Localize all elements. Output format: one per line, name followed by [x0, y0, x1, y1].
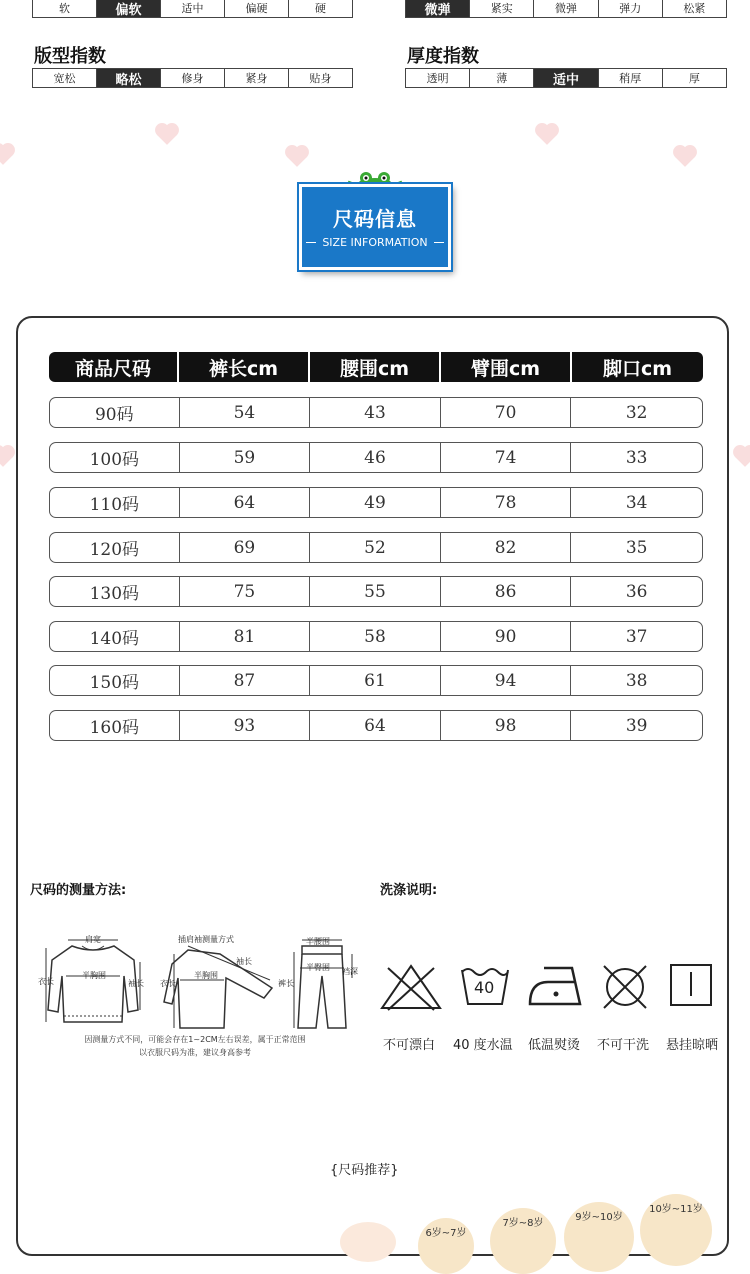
wash-temperature: 40: [474, 978, 495, 997]
fit-scale: [32, 68, 353, 88]
table-row: [49, 576, 703, 607]
table-cell: 35: [625, 537, 648, 558]
table-cell: 33: [625, 447, 648, 468]
fit-option: 宽松: [33, 69, 97, 87]
header-length: 裤长cm: [179, 352, 310, 382]
label-hip: 半臀围: [306, 963, 330, 972]
divider: [306, 242, 316, 243]
softness-scale: [32, 0, 353, 18]
elasticity-option: 松紧: [683, 2, 706, 15]
label-length: 衣长: [38, 977, 54, 986]
table-row: [49, 397, 703, 428]
heart-decoration-icon: [0, 145, 13, 165]
table-cell: 38: [625, 670, 648, 691]
label-rise: 裆深: [342, 967, 358, 976]
table-cell: 54: [180, 398, 311, 427]
table-cell: 78: [441, 488, 572, 517]
raglan-title: 插肩袖测量方式: [178, 935, 234, 944]
table-cell: 82: [441, 533, 572, 562]
table-cell: 61: [310, 666, 441, 695]
softness-option: 软: [33, 0, 97, 17]
hang-dry-icon: [668, 962, 714, 1008]
thickness-option: 透明: [406, 69, 470, 87]
heart-decoration-icon: [157, 125, 177, 145]
age-bubble: [418, 1218, 474, 1274]
table-row: [49, 665, 703, 696]
label-raglan-bust: 半胸围: [194, 971, 218, 980]
table-cell: 150码: [50, 666, 180, 695]
heart-decoration-icon: [537, 125, 557, 145]
table-cell: 52: [310, 533, 441, 562]
table-cell: 110码: [50, 488, 180, 517]
table-cell: 90码: [50, 398, 180, 427]
table-cell: 70: [441, 398, 572, 427]
table-cell: 32: [625, 402, 648, 423]
care-label-hang-dry: 悬挂晾晒: [666, 1038, 719, 1053]
thickness-option: 适中: [534, 69, 598, 87]
softness-option: 适中: [161, 0, 225, 17]
label-shoulder: 肩宽: [85, 935, 101, 944]
header-waist: 腰围cm: [310, 352, 441, 382]
fit-option: 紧身: [225, 69, 289, 87]
header-arm: 臂围cm: [441, 352, 572, 382]
divider: [434, 242, 444, 243]
table-cell: 86: [441, 577, 572, 606]
table-cell: 81: [180, 622, 311, 651]
table-cell: 120码: [50, 533, 180, 562]
label-raglan-length: 衣长: [160, 979, 176, 988]
care-label-no-bleach: 不可漂白: [383, 1038, 436, 1053]
softness-option: 偏软: [97, 0, 161, 17]
raglan-diagram-icon: [160, 944, 280, 1034]
fit-index-title: 版型指数: [34, 46, 106, 67]
softness-option: 偏硬: [225, 0, 289, 17]
header-size: 商品尺码: [49, 352, 179, 382]
care-label-dry-clean: 不可干洗: [597, 1038, 650, 1053]
table-cell: 93: [180, 711, 311, 740]
table-cell: 90: [441, 622, 572, 651]
elasticity-scale: [405, 0, 727, 18]
table-cell: 43: [310, 398, 441, 427]
table-cell: 37: [625, 626, 648, 647]
elasticity-option: 紧实: [470, 0, 534, 17]
elasticity-option: 微弹: [406, 0, 470, 17]
decor-circle: [340, 1222, 396, 1262]
age-bubble: [490, 1208, 556, 1274]
age-label: 10岁~11岁: [649, 1204, 703, 1215]
table-row: [49, 621, 703, 652]
pants-diagram-icon: [290, 938, 360, 1036]
age-bubble: [564, 1202, 634, 1272]
table-cell: 98: [441, 711, 572, 740]
label-sleeve: 袖长: [128, 979, 144, 988]
thickness-option: 薄: [470, 69, 534, 87]
thickness-scale: [405, 68, 727, 88]
table-cell: 34: [625, 492, 648, 513]
table-row: [49, 710, 703, 741]
table-cell: 49: [310, 488, 441, 517]
age-label: 6岁~7岁: [425, 1228, 467, 1239]
table-cell: 160码: [50, 711, 180, 740]
fit-option: 贴身: [309, 72, 332, 85]
thickness-option: 厚: [688, 72, 700, 85]
table-cell: 74: [441, 443, 572, 472]
table-cell: 140码: [50, 622, 180, 651]
heart-decoration-icon: [0, 447, 13, 467]
label-waist: 半腰围: [306, 937, 330, 946]
header-cuff: 脚口cm: [602, 357, 673, 380]
heart-decoration-icon: [735, 447, 750, 467]
heart-decoration-icon: [675, 147, 695, 167]
table-cell: 59: [180, 443, 311, 472]
table-cell: 64: [310, 711, 441, 740]
care-label-iron: 低温熨烫: [528, 1038, 581, 1053]
badge-subtitle: SIZE INFORMATION: [322, 236, 428, 249]
thickness-index-title: 厚度指数: [407, 46, 479, 67]
care-label-wash: 40 度水温: [453, 1038, 513, 1053]
table-cell: 39: [625, 715, 648, 736]
no-dry-clean-icon: [600, 962, 650, 1012]
table-cell: 75: [180, 577, 311, 606]
size-info-badge: [299, 184, 451, 270]
measure-title: 尺码的测量方法:: [30, 883, 127, 898]
table-cell: 58: [310, 622, 441, 651]
no-bleach-icon: [378, 962, 444, 1012]
table-cell: 87: [180, 666, 311, 695]
care-title: 洗涤说明:: [380, 883, 438, 898]
measure-note-2: 以衣服尺码为准，建议身高参考: [139, 1048, 251, 1057]
elasticity-option: 微弹: [534, 0, 598, 17]
softness-option: 硬: [315, 2, 326, 15]
label-raglan-sleeve: 袖长: [236, 957, 252, 966]
table-cell: 130码: [50, 577, 180, 606]
heart-decoration-icon: [287, 147, 307, 167]
measure-note-1: 因测量方式不同，可能会存在1~2CM左右误差，属于正常范围: [84, 1035, 306, 1044]
size-table-header: [49, 352, 703, 382]
thickness-option: 稍厚: [599, 69, 663, 87]
age-label: 9岁~10岁: [575, 1212, 623, 1223]
elasticity-option: 弹力: [599, 0, 663, 17]
age-label: 7岁~8岁: [502, 1218, 544, 1229]
badge-subtitle-row: [302, 236, 448, 249]
table-row: [49, 532, 703, 563]
table-cell: 46: [310, 443, 441, 472]
table-row: [49, 442, 703, 473]
badge-title: 尺码信息: [333, 207, 417, 231]
fit-option: 略松: [97, 69, 161, 87]
size-recommend-title: {尺码推荐}: [330, 1163, 399, 1178]
low-iron-icon: [526, 962, 586, 1008]
table-cell: 94: [441, 666, 572, 695]
table-cell: 36: [625, 581, 648, 602]
table-cell: 100码: [50, 443, 180, 472]
table-row: [49, 487, 703, 518]
table-cell: 69: [180, 533, 311, 562]
fit-option: 修身: [161, 69, 225, 87]
label-pants-length: 裤长: [278, 979, 294, 988]
table-cell: 55: [310, 577, 441, 606]
age-bubble: [640, 1194, 712, 1266]
table-cell: 64: [180, 488, 311, 517]
label-bust: 半胸围: [82, 971, 106, 980]
